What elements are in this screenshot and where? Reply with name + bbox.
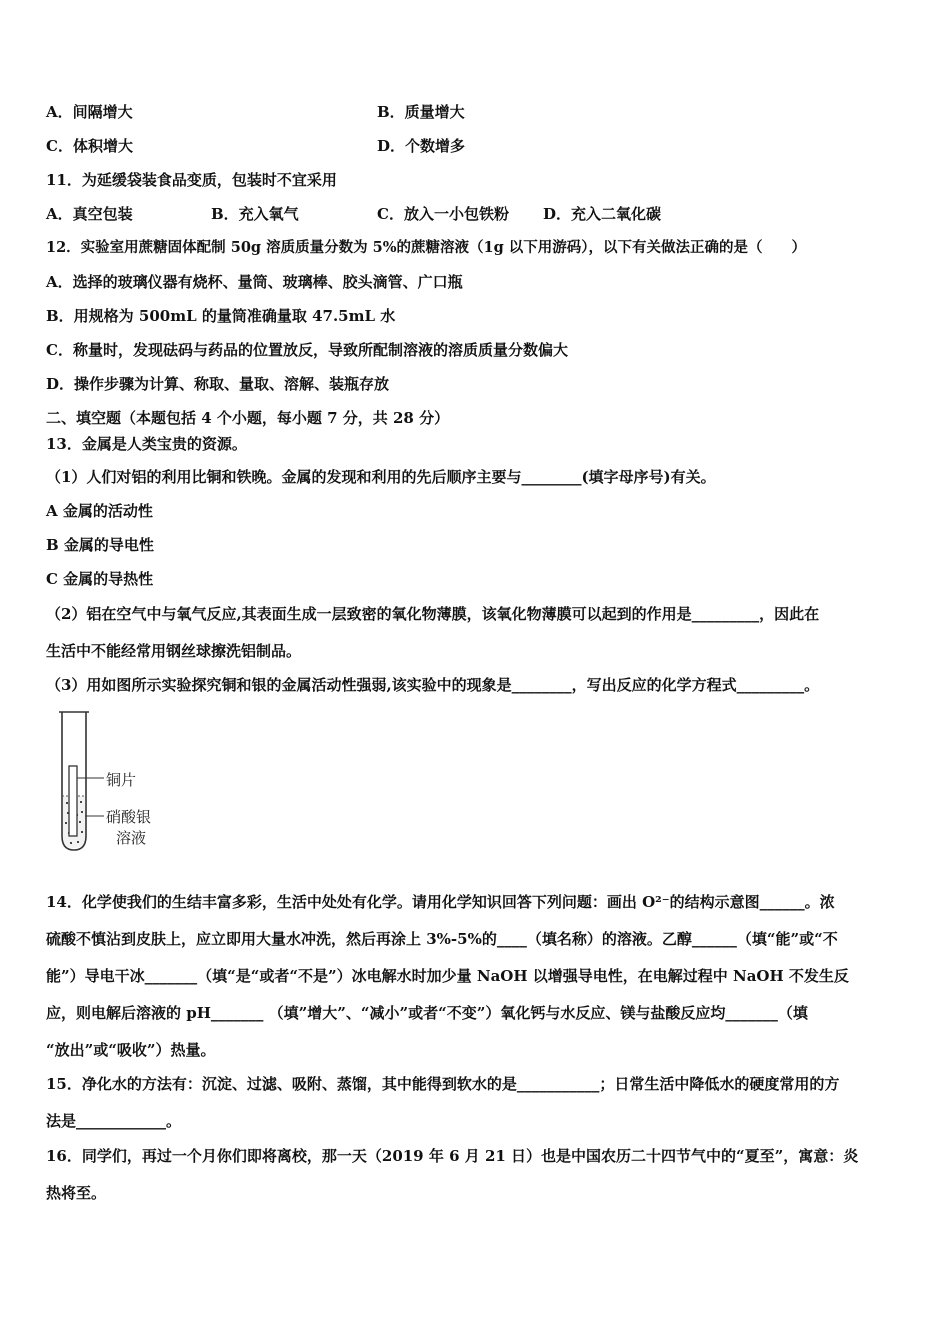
q10-option-b: B．质量增大	[377, 103, 465, 121]
section-heading-fill-in: 二、填空题（本题包括 4 个小题，每小题 7 分，共 28 分）	[46, 409, 450, 427]
q16-line2: 热将至。	[46, 1184, 107, 1202]
q13-part2-line2: 生活中不能经常用钢丝球擦洗铝制品。	[46, 642, 302, 660]
q12-option-b: B．用规格为 500mL 的量筒准确量取 47.5mL 水	[46, 307, 396, 325]
q11-option-c: C．放入一小包铁粉	[377, 205, 509, 223]
q11-option-a: A．真空包装	[46, 205, 133, 223]
q16-line1: 16．同学们，再过一个月你们即将离校，那一天（2019 年 6 月 21 日）也是中国农历二十四节气中的“夏至”，寓意：炎	[46, 1147, 859, 1165]
q15-line1: 15．净化水的方法有：沉淀、过滤、吸附、蒸馏，其中能得到软水的是___________；日常生活中降低水的硬度常用的方	[46, 1075, 840, 1093]
q12-option-c: C．称量时，发现砝码与药品的位置放反，导致所配制溶液的溶质质量分数偏大	[46, 341, 568, 359]
q13-part3: （3）用如图所示实验探究铜和银的金属活动性强弱,该实验中的现象是________，写出反应的化学方程式_________。	[46, 676, 820, 694]
q10-option-c: C．体积增大	[46, 137, 133, 155]
q14-line4: 应，则电解后溶液的 pH_______ （填”增大”、“减小”或者“不变”）氧化钙与水反应、镁与盐酸反应均_______（填	[46, 1004, 808, 1022]
q15-line2: 法是____________。	[46, 1112, 182, 1130]
q10-option-a: A．间隔增大	[46, 103, 133, 121]
test-tube-figure	[56, 708, 186, 858]
q14-line1: 14．化学使我们的生结丰富多彩，生活中处处有化学。请用化学知识回答下列问题：画出 O²⁻的结构示意图______。浓	[46, 893, 835, 911]
label-solution: 溶液	[116, 829, 147, 847]
q11-option-d: D．充入二氧化碳	[543, 205, 662, 223]
q13-option-b: B 金属的导电性	[46, 536, 154, 554]
q13-option-c: C 金属的导热性	[46, 570, 154, 588]
q14-line2: 硫酸不慎沾到皮肤上，应立即用大量水冲洗，然后再涂上 3%-5%的____（填名称）的溶液。乙醇______（填“能”或“不	[46, 930, 838, 948]
q14-line3: 能”）导电干冰_______（填“是“或者“不是”）冰电解水时加少量 NaOH 以增强导电性，在电解过程中 NaOH 不发生反	[46, 967, 849, 985]
label-silver-nitrate: 硝酸银	[106, 808, 152, 826]
q13-option-a: A 金属的活动性	[46, 502, 153, 520]
q11-stem: 11．为延缓袋装食品变质，包装时不宜采用	[46, 171, 337, 189]
q12-option-d: D．操作步骤为计算、称取、量取、溶解、装瓶存放	[46, 375, 390, 393]
q11-option-b: B．充入氧气	[211, 205, 299, 223]
q12-option-a: A．选择的玻璃仪器有烧杯、量筒、玻璃棒、胶头滴管、广口瓶	[46, 273, 463, 291]
q13-stem: 13．金属是人类宝贵的资源。	[46, 435, 247, 453]
q14-line5: “放出”或“吸收”）热量。	[46, 1041, 216, 1059]
q12-stem: 12．实验室用蔗糖固体配制 50g 溶质质量分数为 5%的蔗糖溶液（1g 以下用游码），以下有关做法正确的是（ ）	[46, 239, 807, 256]
q10-option-d: D．个数增多	[377, 137, 466, 155]
q13-part1: （1）人们对铝的利用比铜和铁晚。金属的发现和利用的先后顺序主要与________(填字母序号)有关。	[46, 468, 716, 486]
q13-part2-line1: （2）铝在空气中与氧气反应,其表面生成一层致密的氧化物薄膜，该氧化物薄膜可以起到的作用是_________，因此在	[46, 605, 820, 623]
label-copper-strip: 铜片	[106, 771, 137, 789]
